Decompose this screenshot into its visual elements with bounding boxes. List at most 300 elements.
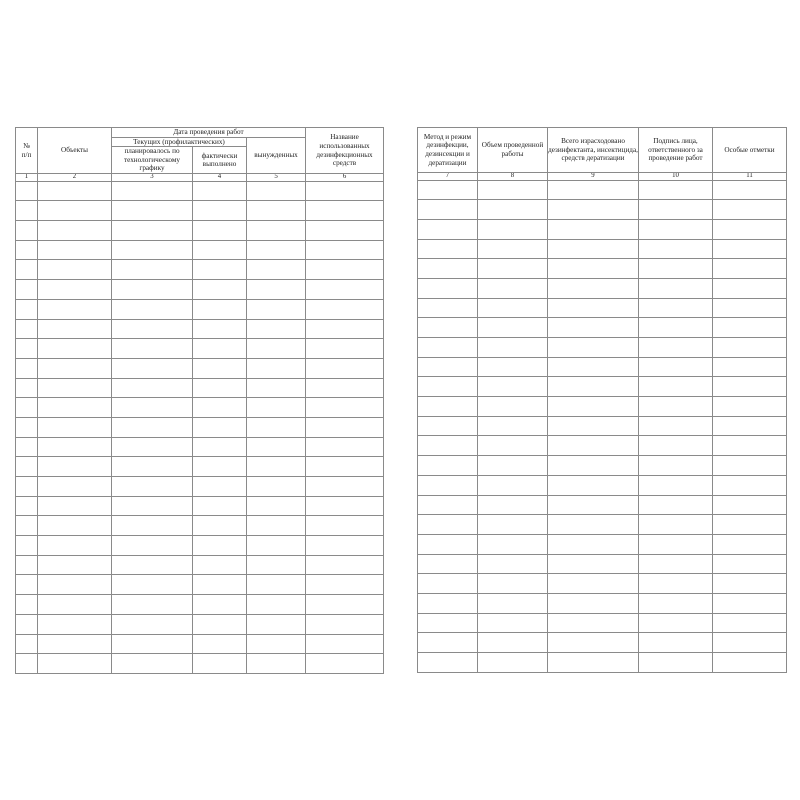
blank-cell: [418, 377, 478, 397]
header-total-used: Всего израсходовано дезинфектанта, инсектицида, средств дератизации: [548, 128, 639, 173]
table-row: [16, 477, 384, 497]
blank-cell: [193, 457, 247, 477]
header-row-number: № п/п: [16, 128, 38, 174]
blank-cell: [193, 319, 247, 339]
blank-cell: [639, 495, 713, 515]
blank-cell: [193, 280, 247, 300]
table-row: [16, 358, 384, 378]
blank-cell: [247, 457, 306, 477]
table-row: [16, 378, 384, 398]
blank-cell: [478, 416, 548, 436]
blank-cell: [16, 437, 38, 457]
blank-cell: [193, 378, 247, 398]
blank-cell: [478, 239, 548, 259]
blank-cell: [38, 358, 112, 378]
column-number: 11: [713, 173, 787, 181]
blank-cell: [418, 456, 478, 476]
blank-cell: [713, 200, 787, 220]
blank-cell: [713, 318, 787, 338]
blank-cell: [306, 398, 384, 418]
blank-cell: [247, 339, 306, 359]
blank-cell: [478, 338, 548, 358]
blank-cell: [306, 457, 384, 477]
blank-cell: [16, 339, 38, 359]
blank-cell: [112, 181, 193, 201]
table-row: [16, 536, 384, 556]
table-row: [418, 259, 787, 279]
blank-cell: [639, 278, 713, 298]
blank-cell: [478, 219, 548, 239]
blank-cell: [478, 397, 548, 417]
blank-cell: [548, 219, 639, 239]
blank-cell: [112, 437, 193, 457]
blank-cell: [112, 595, 193, 615]
table-row: [16, 240, 384, 260]
blank-cell: [193, 201, 247, 221]
blank-cell: [247, 221, 306, 241]
table-row: [418, 633, 787, 653]
blank-cell: [16, 496, 38, 516]
table-row: [16, 595, 384, 615]
blank-cell: [713, 357, 787, 377]
blank-cell: [548, 397, 639, 417]
blank-cell: [193, 536, 247, 556]
blank-cell: [713, 416, 787, 436]
blank-cell: [478, 613, 548, 633]
blank-cell: [548, 593, 639, 613]
blank-cell: [713, 495, 787, 515]
blank-cell: [418, 554, 478, 574]
blank-cell: [193, 575, 247, 595]
blank-cell: [247, 319, 306, 339]
blank-cell: [478, 653, 548, 673]
blank-cell: [548, 495, 639, 515]
blank-cell: [16, 634, 38, 654]
blank-cell: [38, 280, 112, 300]
blank-cell: [306, 201, 384, 221]
blank-cell: [247, 417, 306, 437]
blank-cell: [418, 278, 478, 298]
blank-cell: [478, 574, 548, 594]
blank-cell: [713, 180, 787, 200]
blank-cell: [193, 595, 247, 615]
blank-cell: [478, 436, 548, 456]
table-row: [418, 338, 787, 358]
blank-cell: [38, 654, 112, 674]
blank-cell: [418, 515, 478, 535]
blank-cell: [478, 495, 548, 515]
blank-cell: [38, 595, 112, 615]
blank-cell: [112, 477, 193, 497]
blank-cell: [193, 398, 247, 418]
blank-cell: [548, 239, 639, 259]
blank-cell: [247, 516, 306, 536]
header-notes: Особые отметки: [713, 128, 787, 173]
blank-cell: [418, 475, 478, 495]
table-row: [418, 534, 787, 554]
blank-cell: [713, 554, 787, 574]
blank-cell: [112, 339, 193, 359]
blank-cell: [478, 475, 548, 495]
blank-cell: [548, 180, 639, 200]
blank-cell: [639, 633, 713, 653]
blank-cell: [247, 378, 306, 398]
blank-cell: [112, 654, 193, 674]
blank-cell: [306, 319, 384, 339]
blank-cell: [306, 614, 384, 634]
blank-cell: [38, 240, 112, 260]
blank-cell: [247, 555, 306, 575]
blank-cell: [639, 515, 713, 535]
blank-cell: [247, 437, 306, 457]
header-volume: Объем проведенной работы: [478, 128, 548, 173]
blank-cell: [306, 555, 384, 575]
blank-cell: [193, 496, 247, 516]
table-row: [418, 377, 787, 397]
blank-cell: [247, 614, 306, 634]
table-row: [16, 555, 384, 575]
table-row: [16, 398, 384, 418]
blank-cell: [193, 417, 247, 437]
blank-cell: [548, 377, 639, 397]
blank-cell: [193, 181, 247, 201]
table-row: [418, 397, 787, 417]
blank-cell: [548, 436, 639, 456]
blank-cell: [16, 614, 38, 634]
header-planned: планировалось по технологическому графику: [112, 147, 193, 174]
blank-cell: [193, 634, 247, 654]
blank-cell: [247, 240, 306, 260]
blank-cell: [247, 634, 306, 654]
blank-cell: [639, 397, 713, 417]
blank-cell: [548, 456, 639, 476]
blank-cell: [418, 397, 478, 417]
blank-cell: [16, 299, 38, 319]
blank-cell: [16, 417, 38, 437]
table-row: [418, 357, 787, 377]
blank-cell: [548, 515, 639, 535]
blank-cell: [418, 239, 478, 259]
blank-cell: [306, 437, 384, 457]
blank-cell: [306, 339, 384, 359]
blank-cell: [16, 575, 38, 595]
blank-cell: [548, 298, 639, 318]
blank-cell: [38, 417, 112, 437]
blank-cell: [713, 298, 787, 318]
blank-cell: [112, 516, 193, 536]
blank-cell: [247, 595, 306, 615]
left-log-table: [15, 127, 384, 674]
blank-cell: [247, 398, 306, 418]
table-row: [16, 614, 384, 634]
blank-cell: [112, 299, 193, 319]
blank-cell: [713, 436, 787, 456]
blank-cell: [548, 613, 639, 633]
table-row: [16, 516, 384, 536]
blank-cell: [38, 378, 112, 398]
blank-cell: [478, 259, 548, 279]
blank-cell: [247, 477, 306, 497]
blank-cell: [16, 516, 38, 536]
blank-cell: [418, 653, 478, 673]
blank-cell: [247, 201, 306, 221]
blank-cell: [193, 654, 247, 674]
blank-cell: [478, 298, 548, 318]
blank-cell: [193, 516, 247, 536]
blank-cell: [548, 278, 639, 298]
blank-cell: [38, 457, 112, 477]
blank-cell: [713, 397, 787, 417]
table-row: [418, 574, 787, 594]
table-row: [418, 318, 787, 338]
blank-cell: [713, 534, 787, 554]
table-row: [418, 515, 787, 535]
blank-cell: [548, 200, 639, 220]
blank-cell: [112, 319, 193, 339]
blank-cell: [247, 358, 306, 378]
blank-cell: [38, 201, 112, 221]
blank-cell: [713, 377, 787, 397]
table-row: [16, 201, 384, 221]
blank-cell: [16, 280, 38, 300]
blank-cell: [16, 654, 38, 674]
blank-cell: [639, 180, 713, 200]
table-row: [418, 495, 787, 515]
column-number: 3: [112, 174, 193, 182]
blank-cell: [38, 614, 112, 634]
blank-cell: [713, 278, 787, 298]
blank-cell: [306, 536, 384, 556]
column-number: 5: [247, 174, 306, 182]
table-row: [16, 634, 384, 654]
blank-cell: [418, 534, 478, 554]
blank-cell: [16, 260, 38, 280]
blank-cell: [713, 593, 787, 613]
blank-cell: [306, 299, 384, 319]
blank-cell: [38, 437, 112, 457]
blank-cell: [112, 555, 193, 575]
blank-cell: [639, 239, 713, 259]
blank-cell: [418, 633, 478, 653]
blank-cell: [16, 555, 38, 575]
blank-cell: [193, 555, 247, 575]
table-row: [418, 180, 787, 200]
blank-cell: [38, 339, 112, 359]
blank-cell: [639, 416, 713, 436]
blank-cell: [713, 653, 787, 673]
header-agents-used: Название использованных дезинфекционных средств: [306, 128, 384, 174]
column-number: 1: [16, 174, 38, 182]
blank-cell: [193, 299, 247, 319]
table-row: [16, 417, 384, 437]
blank-cell: [38, 555, 112, 575]
blank-cell: [418, 574, 478, 594]
table-row: [418, 613, 787, 633]
blank-cell: [478, 318, 548, 338]
blank-cell: [639, 436, 713, 456]
blank-cell: [639, 357, 713, 377]
blank-cell: [478, 278, 548, 298]
blank-cell: [112, 398, 193, 418]
blank-cell: [478, 593, 548, 613]
header-date-group: Дата проведения работ: [112, 128, 306, 138]
table-row: [16, 260, 384, 280]
blank-cell: [38, 221, 112, 241]
blank-cell: [639, 554, 713, 574]
blank-cell: [478, 554, 548, 574]
table-row: [16, 654, 384, 674]
blank-cell: [548, 653, 639, 673]
blank-cell: [418, 613, 478, 633]
table-row: [418, 436, 787, 456]
blank-cell: [639, 200, 713, 220]
table-row: [418, 278, 787, 298]
right-log-table: [417, 127, 787, 673]
blank-cell: [713, 613, 787, 633]
header-signature: Подпись лица, ответственного за проведение работ: [639, 128, 713, 173]
blank-cell: [38, 575, 112, 595]
blank-cell: [306, 260, 384, 280]
blank-cell: [548, 554, 639, 574]
header-forced: вынужденных: [247, 137, 306, 174]
table-row: [16, 339, 384, 359]
blank-cell: [639, 259, 713, 279]
table-row: [418, 456, 787, 476]
blank-cell: [112, 221, 193, 241]
table-row: [16, 181, 384, 201]
table-row: [418, 416, 787, 436]
blank-cell: [713, 633, 787, 653]
column-number: 2: [38, 174, 112, 182]
blank-cell: [38, 516, 112, 536]
blank-cell: [112, 280, 193, 300]
blank-cell: [548, 534, 639, 554]
blank-cell: [247, 496, 306, 516]
table-row: [418, 298, 787, 318]
blank-cell: [306, 280, 384, 300]
blank-cell: [639, 318, 713, 338]
blank-cell: [193, 221, 247, 241]
blank-cell: [478, 180, 548, 200]
blank-cell: [112, 496, 193, 516]
blank-cell: [16, 221, 38, 241]
blank-cell: [639, 653, 713, 673]
blank-cell: [418, 495, 478, 515]
table-row: [16, 319, 384, 339]
blank-cell: [306, 240, 384, 260]
header-actual: фактически выполнено: [193, 147, 247, 174]
blank-cell: [418, 318, 478, 338]
blank-cell: [478, 377, 548, 397]
blank-cell: [639, 377, 713, 397]
blank-cell: [16, 378, 38, 398]
blank-cell: [639, 613, 713, 633]
blank-cell: [548, 633, 639, 653]
blank-cell: [548, 318, 639, 338]
header-current-group: Текущих (профилактических): [112, 137, 247, 147]
blank-cell: [713, 515, 787, 535]
blank-cell: [418, 298, 478, 318]
blank-cell: [16, 595, 38, 615]
blank-cell: [112, 575, 193, 595]
blank-cell: [193, 240, 247, 260]
blank-cell: [16, 358, 38, 378]
table-row: [16, 457, 384, 477]
blank-cell: [639, 574, 713, 594]
blank-cell: [247, 654, 306, 674]
blank-cell: [713, 239, 787, 259]
blank-cell: [112, 634, 193, 654]
blank-cell: [16, 181, 38, 201]
blank-cell: [306, 634, 384, 654]
blank-cell: [548, 338, 639, 358]
table-row: [418, 219, 787, 239]
blank-cell: [193, 614, 247, 634]
blank-cell: [478, 357, 548, 377]
blank-cell: [418, 219, 478, 239]
blank-cell: [16, 319, 38, 339]
blank-cell: [713, 475, 787, 495]
blank-cell: [713, 259, 787, 279]
table-row: [16, 280, 384, 300]
table-row: [16, 575, 384, 595]
blank-cell: [548, 475, 639, 495]
blank-cell: [418, 416, 478, 436]
blank-cell: [38, 319, 112, 339]
blank-cell: [548, 357, 639, 377]
blank-cell: [16, 201, 38, 221]
blank-cell: [306, 477, 384, 497]
blank-cell: [247, 299, 306, 319]
blank-cell: [478, 456, 548, 476]
column-number: 7: [418, 173, 478, 181]
blank-cell: [193, 339, 247, 359]
blank-cell: [713, 456, 787, 476]
blank-cell: [306, 181, 384, 201]
blank-cell: [418, 180, 478, 200]
blank-cell: [306, 595, 384, 615]
blank-cell: [16, 240, 38, 260]
header-objects: Объекты: [38, 128, 112, 174]
table-row: [418, 554, 787, 574]
blank-cell: [38, 260, 112, 280]
column-number: 8: [478, 173, 548, 181]
blank-cell: [306, 575, 384, 595]
blank-cell: [247, 536, 306, 556]
blank-cell: [306, 358, 384, 378]
blank-cell: [193, 477, 247, 497]
column-number: 10: [639, 173, 713, 181]
table-row: [16, 437, 384, 457]
blank-cell: [639, 338, 713, 358]
blank-cell: [418, 200, 478, 220]
blank-cell: [418, 436, 478, 456]
blank-cell: [548, 574, 639, 594]
blank-cell: [639, 475, 713, 495]
blank-cell: [247, 181, 306, 201]
table-row: [418, 239, 787, 259]
blank-cell: [112, 614, 193, 634]
blank-cell: [478, 200, 548, 220]
blank-cell: [112, 536, 193, 556]
table-row: [418, 475, 787, 495]
blank-cell: [38, 634, 112, 654]
blank-cell: [713, 219, 787, 239]
blank-cell: [306, 378, 384, 398]
blank-cell: [639, 298, 713, 318]
blank-cell: [112, 201, 193, 221]
blank-cell: [418, 259, 478, 279]
